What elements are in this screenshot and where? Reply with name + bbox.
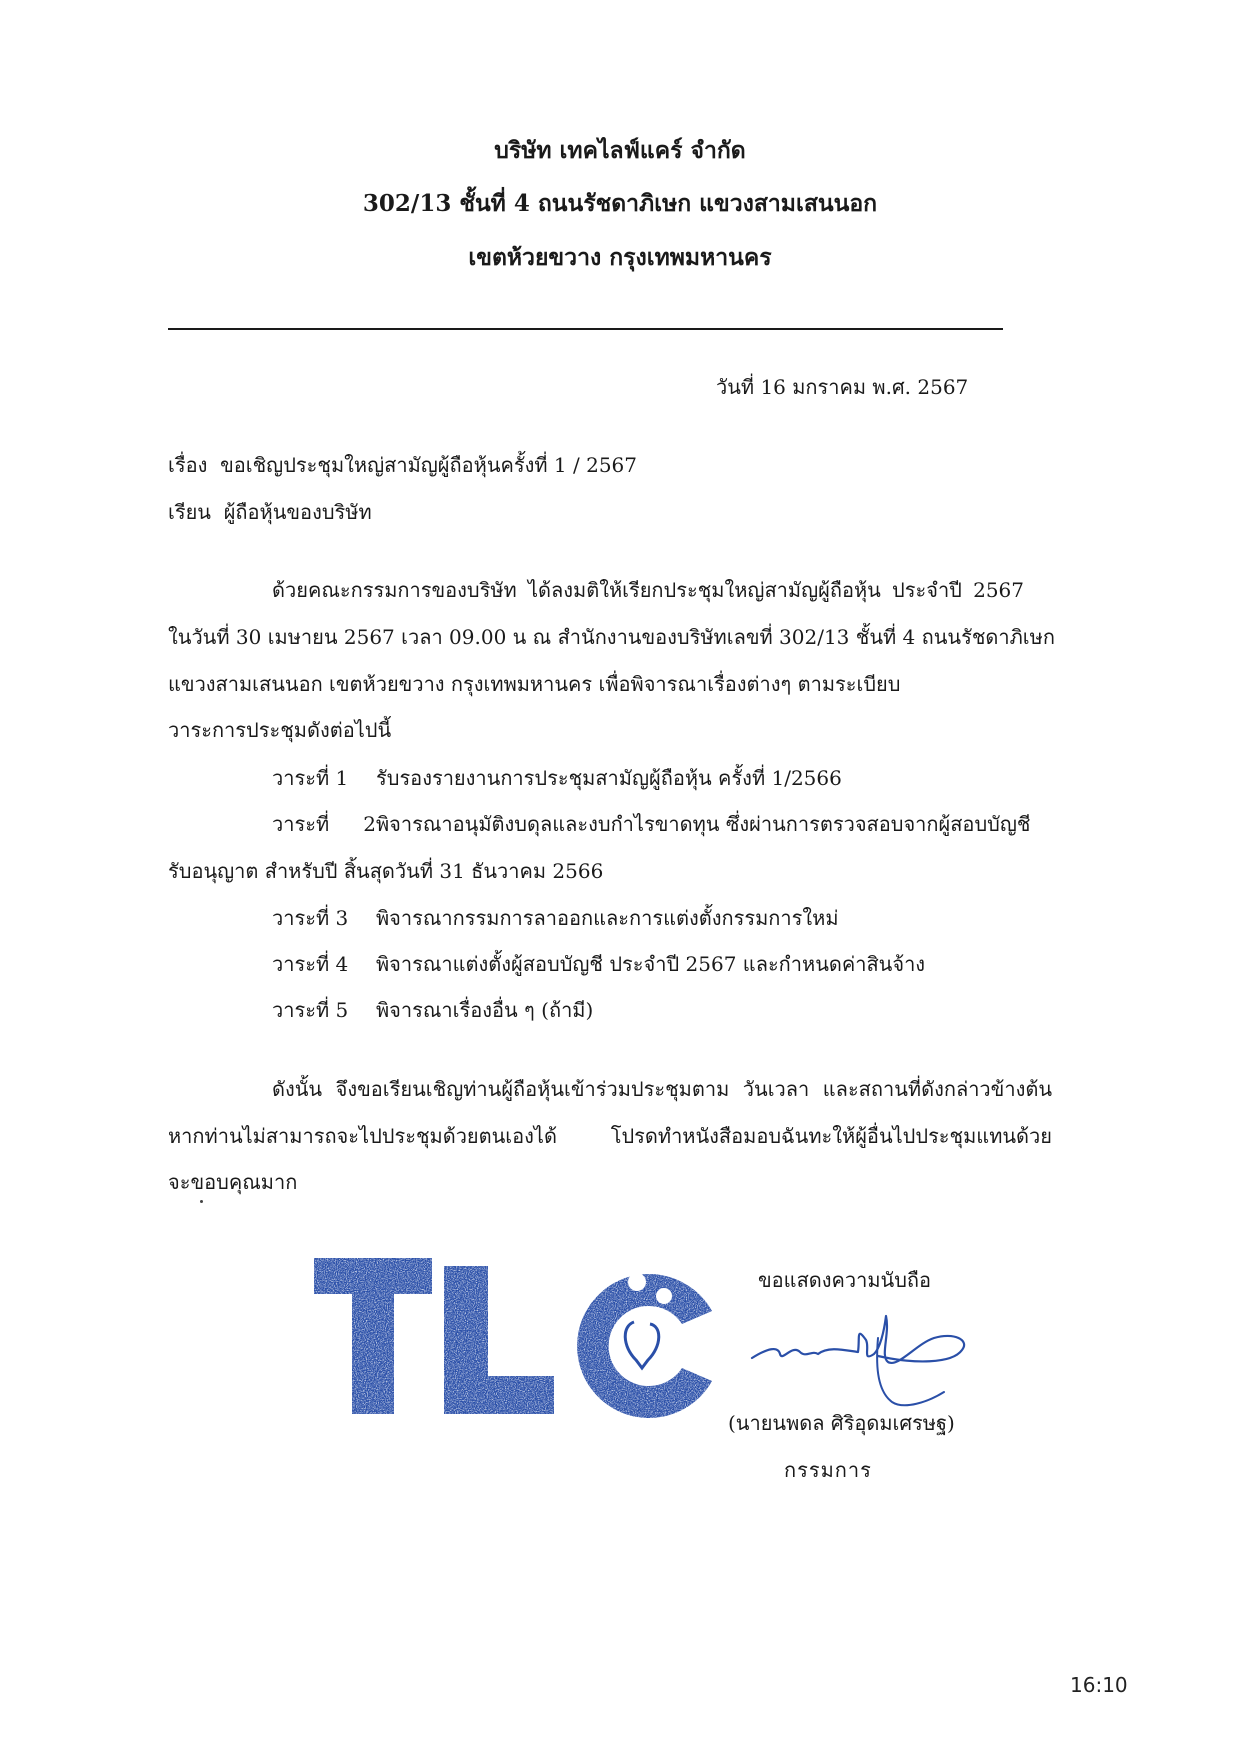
intro-line1: ด้วยคณะกรรมการของบริษัท ได้ลงมติให้เรียกประชุมใหญ่สามัญผู้ถือหุ้น ประจำปี 2567 — [272, 578, 1024, 602]
agenda-text: พิจารณาเรื่องอื่น ๆ (ถ้ามี) — [376, 998, 594, 1022]
agenda-number: วาระที่ 1 — [272, 766, 349, 790]
header-divider — [168, 328, 1003, 330]
recipient-label: เรียน — [168, 500, 211, 524]
agenda-item-3 — [272, 902, 839, 934]
subject-label: เรื่อง — [168, 453, 208, 477]
agenda-text: พิจารณาอนุมัติงบดุลและงบกำไรขาดทุน ซึ่งผ่านการตรวจสอบจากผู้สอบบัญชี — [376, 812, 1031, 836]
agenda-number: วาระที่ 5 — [272, 998, 349, 1022]
intro-line3: แขวงสามเสนนอก เขตห้วยขวาง กรุงเทพมหานคร เพื่อพิจารณาเรื่องต่างๆ ตามระเบียบ — [168, 672, 901, 696]
company-address-line1: 302/13 ชั้นที่ 4 ถนนรัชดาภิเษก แขวงสามเสนนอก — [362, 190, 878, 217]
company-logo — [312, 1256, 732, 1421]
agenda-number: วาระที่ 4 — [272, 952, 349, 976]
agenda-text: พิจารณาแต่งตั้งผู้สอบบัญชี ประจำปี 2567 และกำหนดค่าสินจ้าง — [376, 952, 926, 976]
signatory-position: กรรมการ — [784, 1458, 872, 1482]
company-address-line2: เขตห้วยขวาง กรุงเทพมหานคร — [468, 244, 772, 271]
agenda-text: พิจารณากรรมการลาออกและการแต่งตั้งกรรมการใหม่ — [376, 906, 839, 930]
handwritten-signature — [748, 1310, 983, 1415]
agenda-item-4 — [272, 948, 925, 980]
agenda-item-5 — [272, 994, 593, 1026]
letter-date: วันที่ 16 มกราคม พ.ศ. 2567 — [716, 375, 969, 399]
closing-line3: จะขอบคุณมาก — [168, 1170, 298, 1194]
signatory-name: (นายนพดล ศิริอุดมเศรษฐ) — [728, 1411, 955, 1435]
scan-speck — [200, 1200, 203, 1203]
intro-line2: ในวันที่ 30 เมษายน 2567 เวลา 09.00 น ณ สำนักงานของบริษัทเลขที่ 302/13 ชั้นที่ 4 ถนนรัชดาภิเษก — [168, 625, 1055, 649]
intro-line4: วาระการประชุมดังต่อไปนี้ — [168, 718, 392, 742]
agenda-item-1 — [272, 762, 842, 794]
company-name: บริษัท เทคไลฟ์แคร์ จำกัด — [494, 137, 746, 164]
recipient-line — [168, 496, 372, 528]
agenda-item-2 — [272, 808, 1031, 840]
logo-letters — [314, 1258, 712, 1418]
subject-text: ขอเชิญประชุมใหญ่สามัญผู้ถือหุ้นครั้งที่ 1 / 2567 — [220, 453, 638, 477]
print-timestamp: 16:10 — [1070, 1673, 1128, 1697]
closing-regards: ขอแสดงความนับถือ — [758, 1268, 932, 1292]
subject-line — [168, 449, 637, 481]
agenda-item-2-continuation: รับอนุญาต สำหรับปี สิ้นสุดวันที่ 31 ธันวาคม 2566 — [168, 859, 604, 883]
closing-line1: ดังนั้น จึงขอเรียนเชิญท่านผู้ถือหุ้นเข้าร่วมประชุมตาม วันเวลา และสถานที่ดังกล่าวข้างต้น — [272, 1077, 1052, 1101]
agenda-number: วาระที่ 3 — [272, 906, 349, 930]
recipient-text: ผู้ถือหุ้นของบริษัท — [223, 500, 372, 524]
agenda-text: รับรองรายงานการประชุมสามัญผู้ถือหุ้น ครั้งที่ 1/2566 — [376, 766, 842, 790]
agenda-number: วาระที่ 2 — [272, 812, 376, 836]
closing-line2: หากท่านไม่สามารถจะไปประชุมด้วยตนเองได้ โปรดทำหนังสือมอบฉันทะให้ผู้อื่นไปประชุมแทนด้วย — [168, 1124, 1052, 1148]
